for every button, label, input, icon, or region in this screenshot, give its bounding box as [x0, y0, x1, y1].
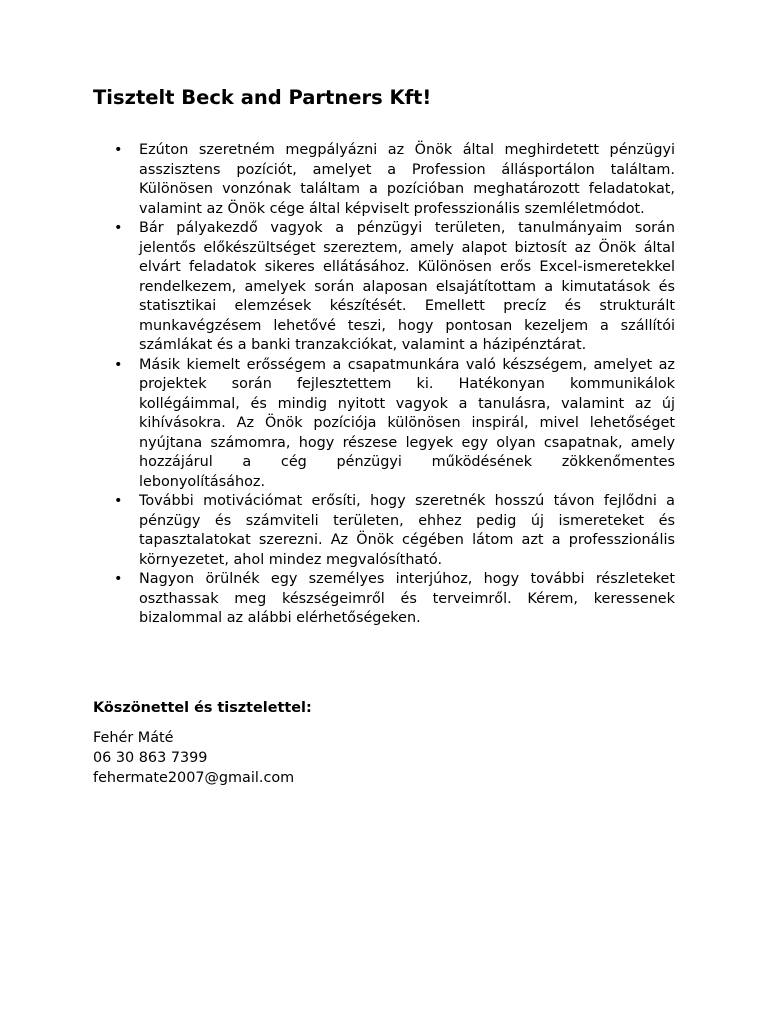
- paragraph-text: További motivációmat erősíti, hogy szeretnék hosszú távon fejlődni a pénzügy és számviteli területen, ehhez pedig új ismereteket és tapasztalatokat szerezni. Az Önök cégében látom azt a professzionális környezetet, ahol mindez megvalósítható.: [139, 493, 675, 568]
- bullet-icon: •: [114, 493, 123, 509]
- paragraph-list: [93, 141, 675, 629]
- bullet-icon: •: [114, 356, 123, 373]
- signature-name: Fehér Máté: [93, 730, 174, 746]
- paragraph-text: Másik kiemelt erősségem a csapatmunkára való készségem, amelyet az projektek során fejlesztettem ki. Hatékonyan kommunikálok kollégáimmal, és mindig nyitott vagyok a tanulásra, valamint az új kihívásokra. Az Önök pozíciója különösen inspirál, mivel lehetőséget nyújtana számomra, hogy részese legyek egy olyan csapatnak, amely hozzájárul a cég pénzügyi működésének zökkenőmentes lebonyolításához.: [139, 356, 675, 490]
- signature-email: fehermate2007@gmail.com: [93, 770, 295, 786]
- letter-page: [93, 84, 675, 786]
- list-item: [93, 356, 675, 493]
- signature-block: [93, 728, 294, 788]
- bullet-icon: •: [114, 142, 123, 158]
- paragraph-text: Bár pályakezdő vagyok a pénzügyi területen, tanulmányaim során jelentős előkészültséget szereztem, amely alapot biztosít az Önök által elvárt feladatok sikeres ellátásához. Különösen erős Excel-ismeretekkel rendelkezem, amelyek során alaposan elsajátítottam a kimutatások és statisztikai elemzések készítését. Emellett precíz és strukturált munkavégzésem lehetővé teszi, hogy pontosan kezeljem a szállítói számlákat és a banki tranzakciókat, valamint a házipénztárat.: [139, 220, 675, 353]
- list-item: [93, 219, 675, 356]
- signature-phone: 06 30 863 7399: [93, 750, 208, 766]
- bullet-icon: •: [114, 571, 123, 587]
- bullet-icon: •: [114, 220, 123, 236]
- list-item: [93, 570, 675, 629]
- paragraph-text: Nagyon örülnék egy személyes interjúhoz, hogy további részleteket oszthassak meg készségeimről és terveimről. Kérem, keressenek bizalommal az alábbi elérhetőségeken.: [139, 571, 675, 626]
- paragraph-text: Ezúton szeretném megpályázni az Önök által meghirdetett pénzügyi asszisztens pozíciót, amelyet a Profession állásportálon találtam. Különösen vonzónak találtam a pozícióban meghatározott feladatokat, valamint az Önök cége által képviselt professzionális szemléletmódot.: [139, 142, 675, 217]
- letter-greeting: Tisztelt Beck and Partners Kft!: [93, 86, 432, 109]
- list-item: [93, 492, 675, 570]
- letter-closing: Köszönettel és tisztelettel:: [93, 700, 312, 716]
- list-item: [93, 141, 675, 219]
